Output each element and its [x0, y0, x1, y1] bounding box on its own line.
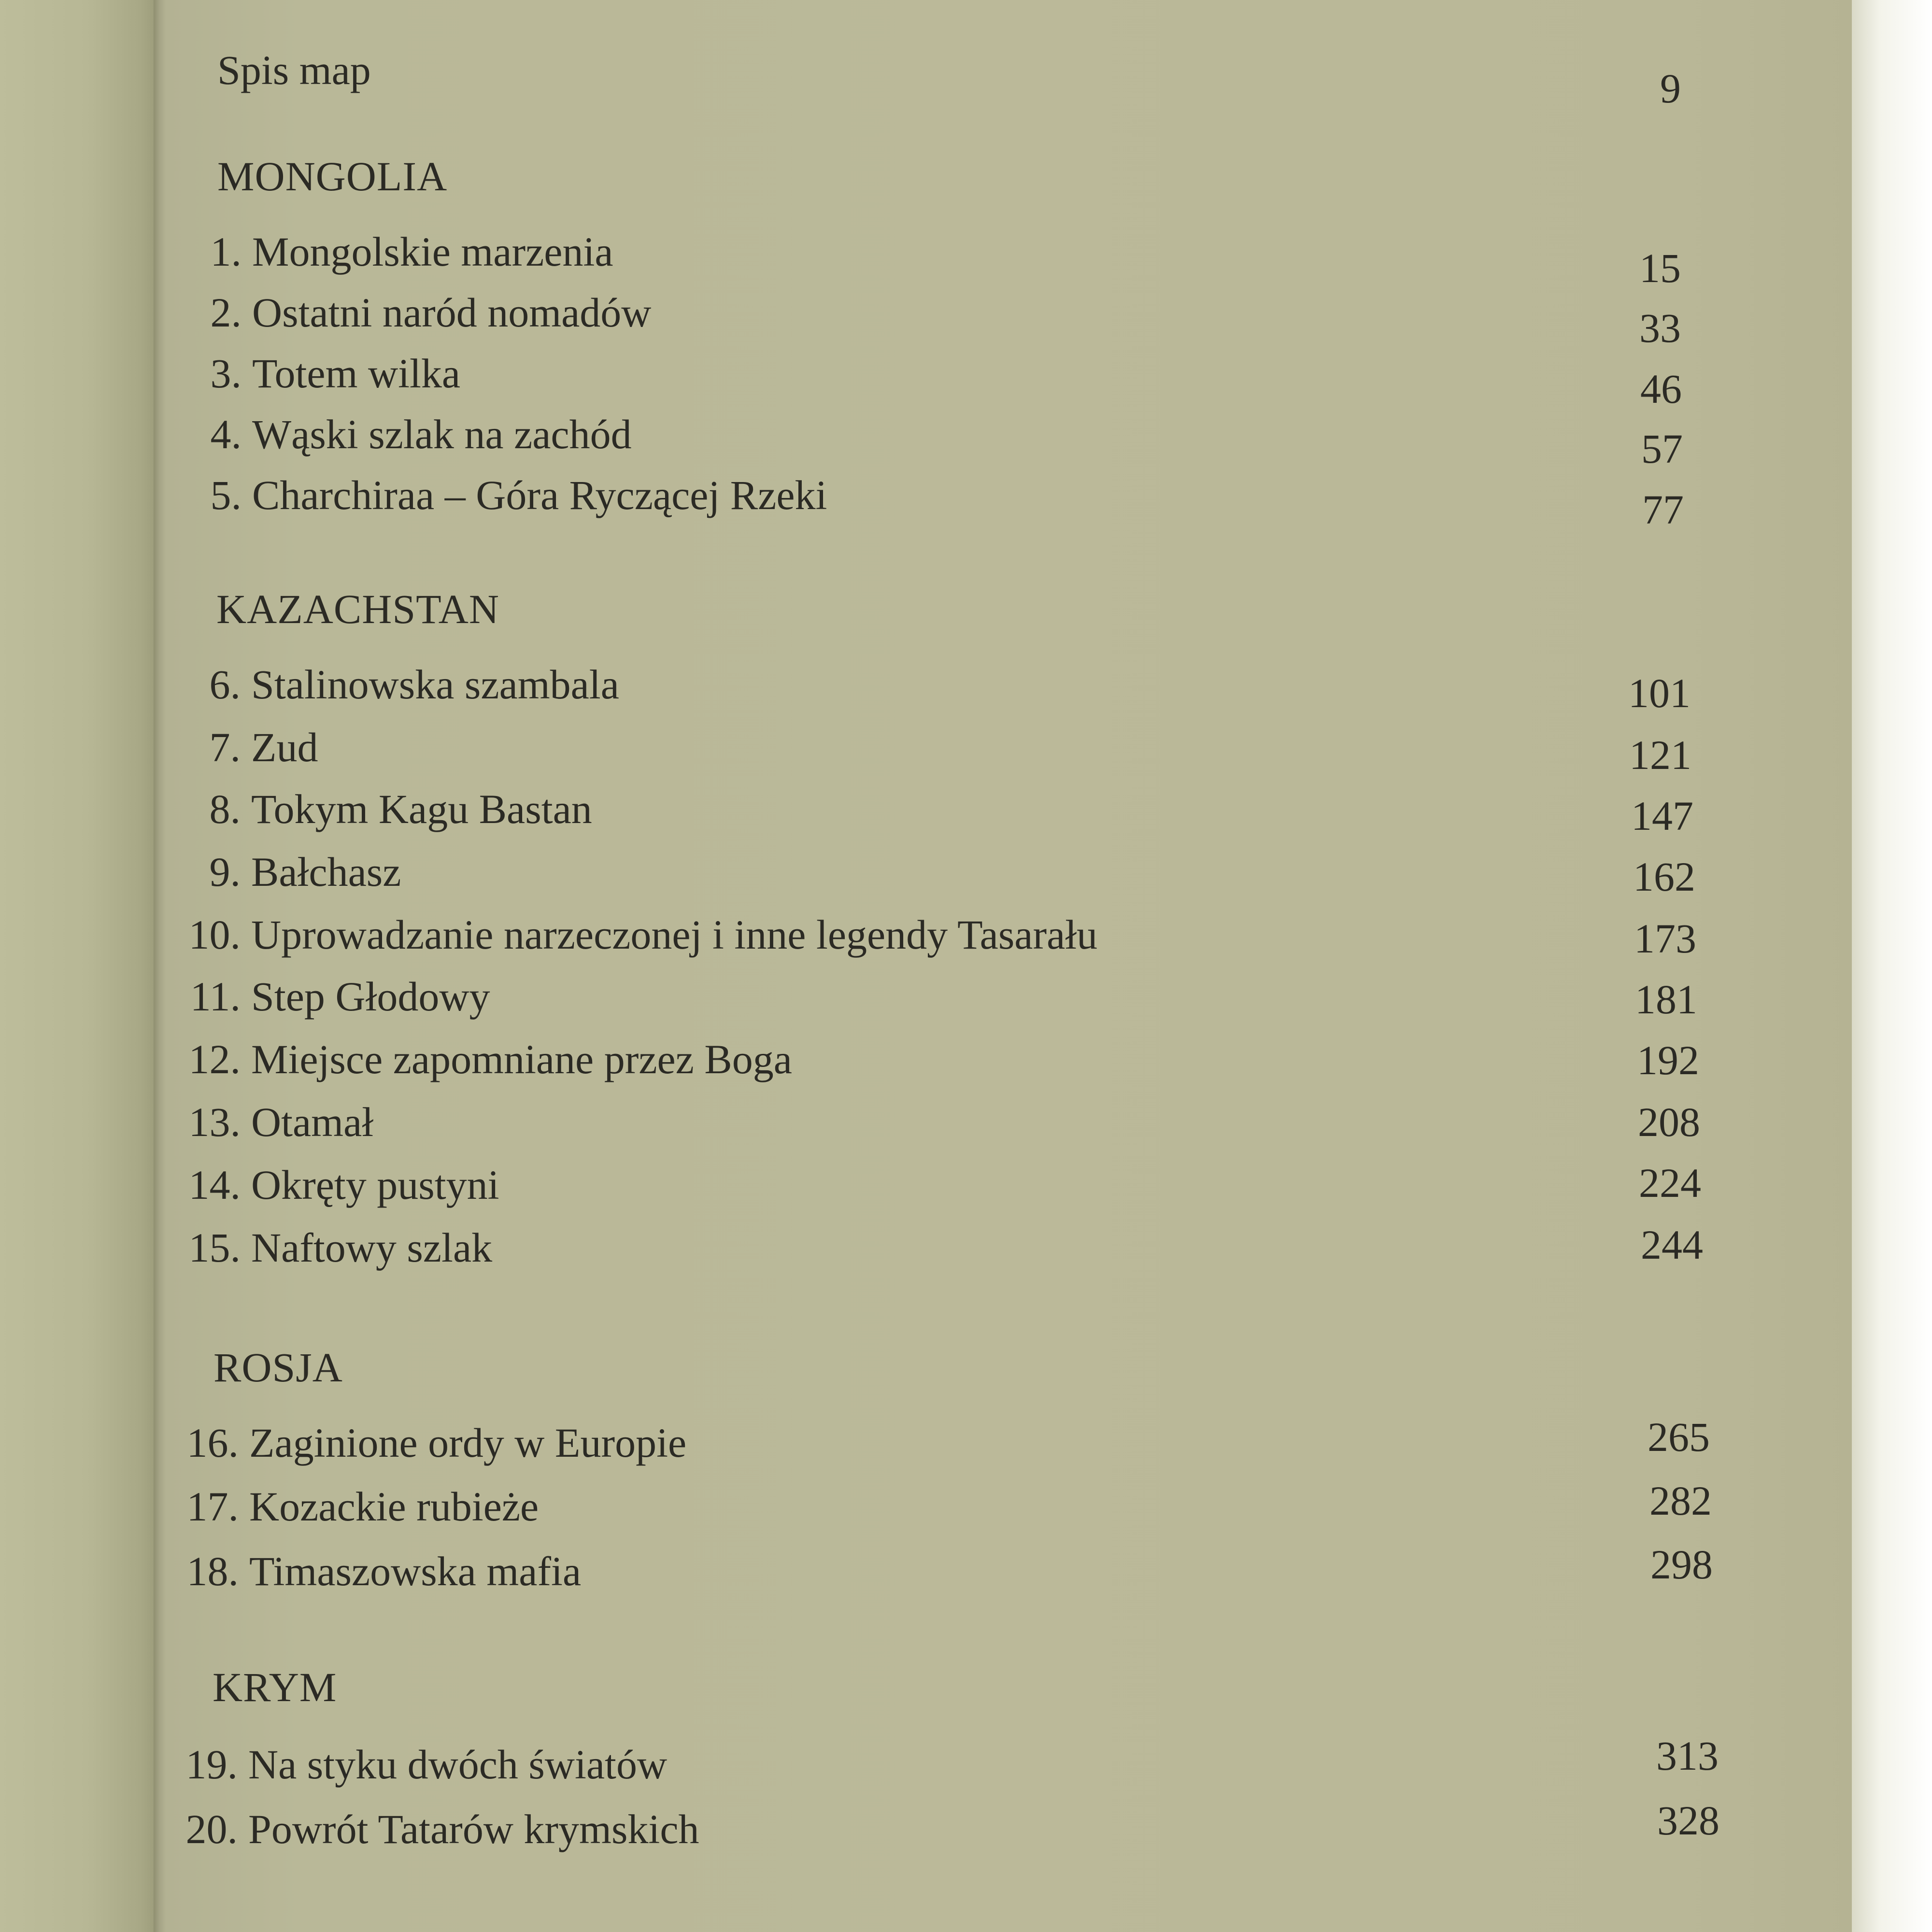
toc-entry: [168, 1101, 373, 1143]
chapter-title: Charchiraa – Góra Ryczącej Rzeki: [252, 472, 827, 518]
toc-entry: [168, 726, 318, 768]
toc-entry: [168, 973, 490, 1020]
chapter-page-number: 328: [1657, 1797, 1719, 1844]
chapter-page-number: 147: [1631, 793, 1693, 839]
chapter-number: 6.: [209, 661, 241, 708]
toc-entry: [168, 851, 401, 893]
chapter-title: Step Głodowy: [251, 973, 490, 1020]
chapter-page-number: 282: [1649, 1477, 1712, 1524]
chapter-number: 19.: [185, 1741, 238, 1788]
section-heading-kazachstan: KAZACHSTAN: [216, 586, 500, 632]
chapter-page-number: 173: [1634, 915, 1696, 962]
chapter-title: Totem wilka: [252, 350, 461, 397]
section-heading-mongolia: MONGOLIA: [217, 153, 448, 199]
chapter-page-number: 33: [1639, 305, 1681, 351]
toc-entry: [168, 1224, 493, 1271]
chapter-title: Powrót Tatarów krymskich: [248, 1806, 699, 1852]
chapter-number: 7.: [209, 724, 241, 770]
chapter-number: 8.: [209, 786, 241, 832]
toc-entry: [166, 1483, 539, 1530]
chapter-number: 12.: [188, 1036, 241, 1082]
chapter-number: 20.: [185, 1806, 238, 1852]
chapter-page-number: 208: [1638, 1099, 1700, 1145]
chapter-page-number: 46: [1640, 366, 1682, 412]
chapter-title: Timaszowska mafia: [249, 1548, 582, 1594]
chapter-title: Zud: [251, 724, 318, 770]
toc-entry: [169, 413, 632, 455]
chapter-number: 4.: [210, 411, 242, 457]
toc-entry: [168, 788, 592, 830]
chapter-title: Wąski szlak na zachód: [252, 411, 632, 457]
toc-entry: [165, 1741, 668, 1788]
chapter-page-number: 162: [1633, 853, 1695, 900]
toc-entry: [169, 228, 613, 275]
toc-entry: [166, 1550, 581, 1592]
toc-entry: [168, 1164, 499, 1206]
section-heading-rosja: ROSJA: [213, 1344, 343, 1391]
chapter-title: Mongolskie marzenia: [252, 228, 613, 275]
toc-entry: [169, 474, 827, 516]
section-heading-krym: KRYM: [213, 1664, 337, 1710]
chapter-title: Ostatni naród nomadów: [252, 289, 652, 336]
chapter-page-number: 15: [1639, 245, 1681, 291]
chapter-page-number: 101: [1628, 670, 1690, 716]
chapter-title: Otamał: [251, 1099, 374, 1145]
chapter-page-number: 121: [1629, 732, 1691, 778]
chapter-page-number: 181: [1635, 976, 1697, 1023]
chapter-number: 15.: [188, 1224, 241, 1271]
chapter-title: Okręty pustyni: [251, 1162, 499, 1208]
chapter-title: Naftowy szlak: [251, 1224, 493, 1271]
chapter-number: 14.: [188, 1162, 241, 1208]
chapter-number: 3.: [210, 350, 242, 397]
chapter-number: 1.: [210, 228, 242, 275]
chapter-page-number: 298: [1650, 1541, 1713, 1588]
chapter-number: 9.: [209, 849, 241, 895]
chapter-title: Kozackie rubieże: [249, 1483, 539, 1530]
chapter-title: Na styku dwóch światów: [248, 1741, 668, 1788]
chapter-number: 16.: [186, 1420, 239, 1466]
chapter-page-number: 192: [1637, 1037, 1699, 1083]
toc-entry: [168, 1038, 792, 1080]
chapter-title: Stalinowska szambala: [251, 661, 619, 708]
page-edge-highlight: [1852, 0, 1932, 1932]
toc-entry: [165, 1808, 699, 1850]
chapter-title: Uprowadzanie narzeczonej i inne legendy Tasarału: [251, 911, 1098, 958]
chapter-page-number: 313: [1656, 1733, 1719, 1779]
chapter-number: 5.: [210, 472, 242, 518]
intro-label: Spis map: [217, 47, 371, 93]
chapter-page-number: 77: [1642, 486, 1684, 533]
toc-entry: [168, 911, 1098, 958]
chapter-page-number: 265: [1648, 1414, 1710, 1460]
chapter-page-number: 244: [1641, 1222, 1703, 1268]
book-gutter: [0, 0, 159, 1932]
toc-entry: [166, 1420, 687, 1466]
toc-entry: [168, 661, 619, 708]
intro-page-number: 9: [1660, 65, 1681, 112]
gutter-shadow: [154, 0, 166, 1932]
chapter-number: 2.: [210, 289, 242, 336]
chapter-title: Zaginione ordy w Europie: [249, 1420, 687, 1466]
chapter-number: 17.: [186, 1483, 239, 1530]
chapter-page-number: 224: [1639, 1160, 1701, 1206]
toc-entry: [169, 289, 652, 336]
chapter-title: Bałchasz: [251, 849, 401, 895]
chapter-page-number: 57: [1641, 426, 1683, 472]
toc-entry: [169, 350, 461, 397]
chapter-title: Miejsce zapomniane przez Boga: [251, 1036, 792, 1082]
chapter-number: 11.: [190, 973, 241, 1020]
chapter-number: 18.: [186, 1548, 239, 1594]
chapter-number: 13.: [188, 1099, 241, 1145]
chapter-number: 10.: [188, 911, 241, 958]
chapter-title: Tokym Kagu Bastan: [251, 786, 592, 832]
